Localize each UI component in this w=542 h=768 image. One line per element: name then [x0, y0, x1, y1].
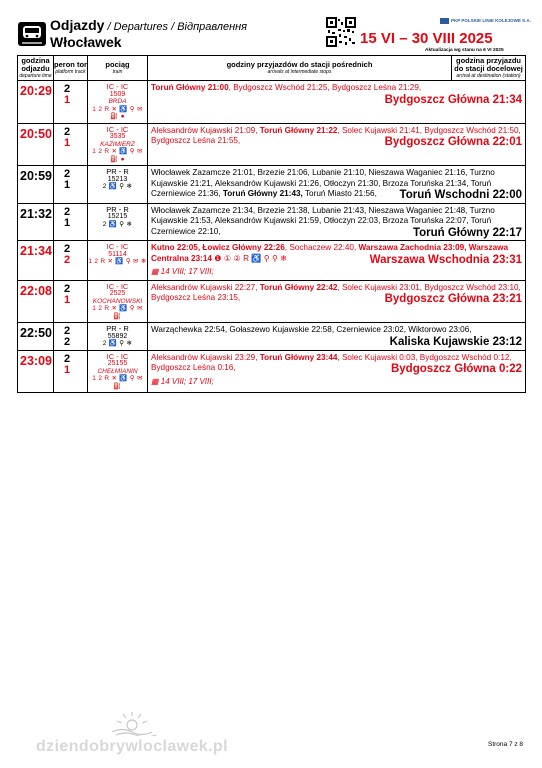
service-icons: 1 2 R ✕ ♿ ⚲ ✉ ⛽: [92, 305, 143, 320]
departure-time: 21:32: [18, 203, 54, 241]
col-header-train: pociąg train: [88, 56, 148, 81]
track-number: 2: [64, 336, 71, 348]
train-category: IC - IC: [106, 82, 129, 91]
intermediate-stops: [148, 241, 526, 281]
train-number: 55892: [107, 332, 128, 340]
intermediate-stops: [148, 203, 526, 241]
platform-track: [54, 203, 88, 241]
intermediate-stops: [148, 123, 526, 166]
intermediate-stops: [148, 350, 526, 393]
major-stop: Toruń Główny 21:00: [151, 83, 229, 92]
departure-time: 20:59: [18, 166, 54, 204]
sunburst-logo-icon: [104, 712, 160, 736]
departure-time: 21:34: [18, 241, 54, 281]
stop-text: , Solec Kujawski 23:01, Bydgoszcz Wschód 23:10, Bydgoszcz Leśna 23:15,: [151, 282, 521, 302]
train-number: 25155: [107, 360, 128, 367]
stop-text: Warząchewka 22:54, Gołaszewo Kujawskie 22:58, Czerniewice 23:02, Wiktorowo 23:06,: [151, 325, 472, 334]
train-name: KOCHANOWSKI: [92, 297, 143, 305]
calendar-note-text: 14 VIII; 17 VIII;: [160, 376, 214, 386]
table-row: [18, 280, 526, 323]
train-category: IC - IC: [106, 242, 129, 251]
departure-time: 22:50: [18, 323, 54, 351]
page-number: Strona 7 z 8: [488, 741, 524, 748]
platform-track: [54, 241, 88, 281]
train-icon: [18, 22, 46, 46]
service-icons: 1 2 R ✕ ♿ ⚲ ✉ ⛽ ●: [92, 148, 143, 163]
destination-arrival: Toruń Główny 22:17: [412, 226, 522, 239]
major-stop: Kutno 22:05, Łowicz Główny 22:26: [151, 243, 285, 252]
platform-track: [54, 280, 88, 323]
stop-text: , Solec Kujawski 21:41, Bydgoszcz Wschód 21:50, Bydgoszcz Leśna 21:55,: [151, 125, 521, 145]
table-row: [18, 203, 526, 241]
destination-arrival: Kaliska Kujawskie 23:12: [389, 335, 522, 348]
stop-text: ❶ ① ② R ♿ ⚲ ⚲ ❄: [211, 253, 288, 263]
major-stop: Toruń Główny 21:22: [259, 125, 338, 135]
col-header-time: godzina odjazdu departure time: [19, 56, 52, 79]
intermediate-stops: [148, 81, 526, 124]
intermediate-stops: [148, 323, 526, 351]
watermark: dziendobrywloclawek.pl: [36, 738, 228, 755]
train-category: PR - R: [106, 204, 129, 214]
train-info: [88, 123, 148, 166]
major-stop: Toruń Główny 22:42: [259, 282, 338, 292]
train-info: [88, 166, 148, 204]
track-number: 1: [64, 363, 71, 376]
train-name: CHEŁMIANIN: [97, 367, 138, 375]
destination-arrival: Warszawa Wschodnia 23:31: [369, 253, 522, 266]
table-row: [18, 241, 526, 281]
col-header-platform: peron tor platform track: [54, 56, 88, 81]
table-row: [18, 323, 526, 351]
stop-text: , Sochaczew 22:40,: [284, 243, 359, 252]
calendar-note: [151, 267, 522, 278]
platform-track: [54, 166, 88, 204]
platform-number: 2: [64, 352, 71, 365]
track-number: 1: [64, 136, 71, 149]
track-number: 1: [64, 179, 71, 191]
page-title: Odjazdy / Departures / Відправлення: [50, 17, 248, 33]
destination-arrival: Bydgoszcz Główna 23:21: [384, 293, 522, 305]
station-name: Włocławek: [50, 34, 122, 50]
destination-arrival: Bydgoszcz Główna 21:34: [384, 93, 522, 106]
page-subtitle: / Departures / Відправлення: [104, 21, 248, 33]
train-info: [88, 241, 148, 281]
stop-text: Aleksandrów Kujawski 23:29,: [151, 352, 260, 362]
table-row: [18, 350, 526, 393]
platform-track: [54, 323, 88, 351]
train-info: [88, 203, 148, 241]
departure-time: 20:50: [18, 123, 54, 166]
track-number: 2: [64, 254, 71, 266]
update-note: Aktualizacja wg stanu na 6 VI 2025: [425, 48, 504, 53]
operator-logo: PKP POLSKIE LINIE KOLEJOWE S.A.: [440, 18, 531, 24]
calendar-icon: ▦: [151, 267, 161, 276]
train-info: [88, 323, 148, 351]
platform-number: 2: [64, 83, 71, 95]
train-category: IC - IC: [106, 281, 129, 291]
platform-track: [54, 123, 88, 166]
destination-arrival: Toruń Wschodni 22:00: [399, 189, 522, 201]
col-header-stops: godziny przyjazdów do stacji pośrednich arrivals at intermediate stops: [148, 56, 452, 81]
departure-time: 22:08: [18, 280, 54, 323]
stop-text: Aleksandrów Kujawski 22:27,: [151, 282, 260, 292]
train-name: BRDA: [108, 98, 127, 105]
qr-code-icon: [326, 17, 356, 47]
table-row: [18, 166, 526, 204]
col-header-destination: godzina przyjazdu do stacji docelowej arrival at destination (station): [452, 56, 526, 81]
train-number: 2525: [109, 290, 126, 297]
service-icons: 2 ♿ ⚲ ❄: [102, 220, 133, 228]
intermediate-stops: [148, 166, 526, 204]
train-category: PR - R: [106, 167, 129, 176]
service-icons: 1 2 R ✕ ♿ ⚲ ✉ ⛽: [92, 375, 143, 390]
track-number: 1: [64, 94, 71, 106]
validity-period: 15 VI – 30 VIII 2025: [360, 30, 493, 47]
platform-track: [54, 81, 88, 124]
platform-number: 2: [64, 243, 71, 255]
train-number: 15215: [107, 213, 128, 220]
train-category: IC - IC: [106, 124, 129, 134]
table-row: [18, 81, 526, 124]
service-icons: 2 ♿ ⚲ ❄: [102, 340, 133, 347]
train-category: IC - IC: [106, 351, 129, 361]
major-stop: Toruń Główny 21:43,: [222, 189, 303, 198]
calendar-icon: ▦: [151, 376, 161, 386]
platform-number: 2: [64, 205, 71, 218]
service-icons: 1 2 R ✕ ♿ ⚲ ✉ ❄: [88, 258, 147, 265]
train-category: PR - R: [106, 324, 129, 333]
major-stop: Toruń Główny 23:44: [259, 352, 338, 362]
platform-number: 2: [64, 282, 71, 295]
stop-text: Aleksandrów Kujawski 21:09,: [151, 125, 260, 135]
service-icons: 2 ♿ ⚲ ❄: [102, 183, 133, 190]
platform-number: 2: [64, 325, 71, 337]
platform-number: 2: [64, 125, 71, 138]
departures-table: [17, 55, 526, 393]
train-number: 1509: [109, 90, 126, 98]
track-number: 1: [64, 216, 71, 229]
major-stop: Warszawa Zachodnia 23:09, Warszawa Centralna 23:14: [151, 243, 509, 263]
stop-text: , Bydgoszcz Wschód 21:25, Bydgoszcz Leśna 21:29,: [228, 83, 422, 92]
train-info: [88, 81, 148, 124]
train-info: [88, 280, 148, 323]
intermediate-stops: [148, 280, 526, 323]
platform-number: 2: [64, 168, 71, 180]
stop-text: Włocławek Zazamcze 21:01, Brzezie 21:06, Lubanie 21:10, Nieszawa Waganiec 21:16, Turzno Kujawskie 21:21, Aleksandrów Kujawski 21:26, Otłoczyn 21:30, Brzoza Toruńska 21:34, Toruń Czerniewice 21:36,: [151, 168, 495, 198]
track-number: 1: [64, 293, 71, 306]
destination-arrival: Bydgoszcz Główna 22:01: [384, 136, 522, 148]
train-number: 51114: [108, 250, 127, 258]
train-number: 15213: [107, 175, 128, 183]
table-row: [18, 123, 526, 166]
train-number: 3535: [109, 133, 126, 140]
train-name: KAZIMIERZ: [100, 140, 135, 148]
stop-text: Włocławek Zazamcze 21:34, Brzezie 21:38, Lubanie 21:43, Nieszawa Waganiec 21:48, Turzno Kujawskie 21:53, Aleksandrów Kujawski 21:59, Otłoczyn 22:03, Brzoza Toruńska 22:07, Toruń Czerniewice 22:10,: [151, 205, 495, 236]
train-info: [88, 350, 148, 393]
stop-text: Toruń Miasto 21:56,: [302, 189, 377, 198]
departure-time: 23:09: [18, 350, 54, 393]
table-header-row: [18, 56, 526, 81]
departure-time: 20:29: [18, 81, 54, 124]
platform-track: [54, 350, 88, 393]
service-icons: 1 2 R ✕ ♿ ⚲ ✉ ⛽ ●: [92, 105, 143, 120]
destination-arrival: Bydgoszcz Główna 0:22: [390, 363, 522, 375]
calendar-note: [151, 377, 522, 388]
stop-text: , Solec Kujawski 0:03, Bydgoszcz Wschód 0:12, Bydgoszcz Leśna 0:16,: [151, 352, 512, 372]
calendar-note-text: 14 VIII; 17 VIII;: [160, 267, 214, 276]
